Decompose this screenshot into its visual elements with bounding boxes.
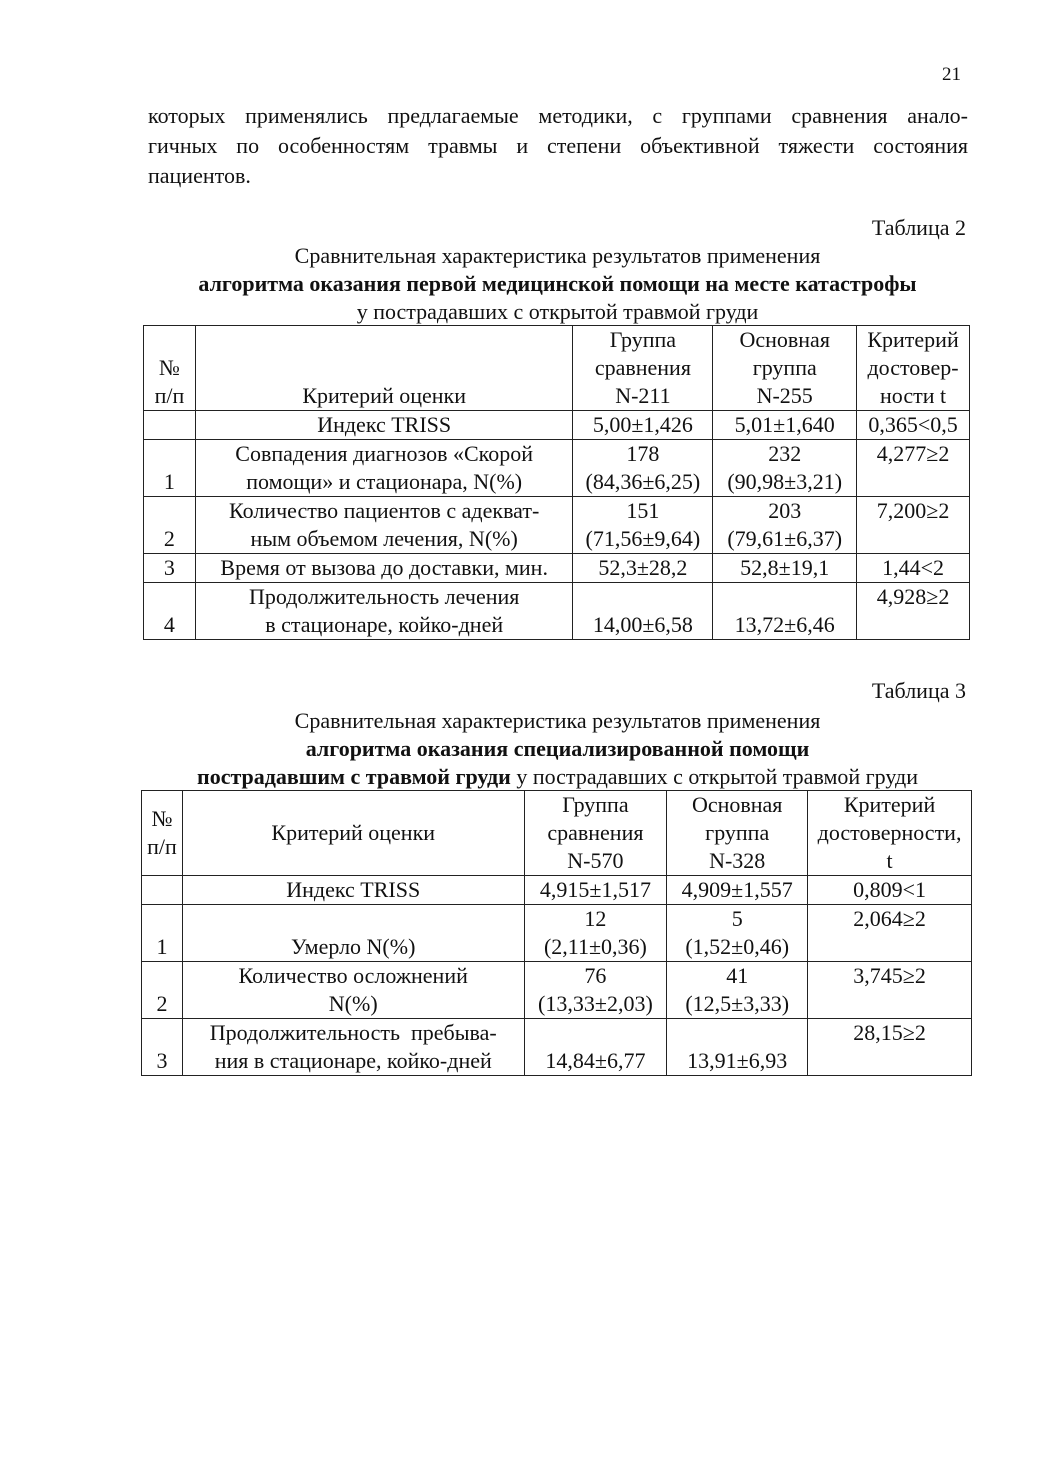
- cell-num: [142, 876, 183, 905]
- cell-test: 0,809<1: [808, 876, 972, 905]
- text-line: гичных по особенностям травмы и степени объективной тяжести состояния: [148, 133, 968, 158]
- text-line: пациентов.: [148, 163, 251, 188]
- cell-group2: 41 (12,5±3,33): [667, 962, 808, 1019]
- table-row: [142, 905, 972, 962]
- header-num: № п/п: [144, 326, 196, 411]
- cell-criterion: Индекс TRISS: [182, 876, 524, 905]
- page-number: 21: [942, 64, 961, 85]
- caption-line: Сравнительная характеристика результатов применения: [294, 708, 821, 733]
- table2: [143, 325, 970, 640]
- header-test: Критерий достовер- ности t: [857, 326, 970, 411]
- table2-label: Таблица 2: [871, 215, 966, 240]
- cell-group1: 4,915±1,517: [524, 876, 667, 905]
- table3: [141, 790, 972, 1076]
- caption-line: у пострадавших с открытой травмой груди: [356, 299, 759, 324]
- cell-group1: 151 (71,56±9,64): [573, 497, 713, 554]
- cell-group2: 13,91±6,93: [667, 1019, 808, 1076]
- cell-test: 7,200≥2: [857, 497, 970, 554]
- cell-group2: 52,8±19,1: [713, 554, 857, 583]
- cell-num: 4: [144, 583, 196, 640]
- table-row: [144, 554, 970, 583]
- caption-line-mixed: пострадавшим с травмой груди у пострадавших с открытой травмой груди: [197, 764, 918, 789]
- cell-test: 4,928≥2: [857, 583, 970, 640]
- cell-criterion: Продолжительность пребыва- ния в стационаре, койко-дней: [182, 1019, 524, 1076]
- table-row-triss: [144, 411, 970, 440]
- header-group-main: Основная группа N-328: [667, 791, 808, 876]
- table-row: [144, 440, 970, 497]
- header-group-main: Основная группа N-255: [713, 326, 857, 411]
- table-header-row: [144, 326, 970, 411]
- header-group-comparison: Группа сравнения N-211: [573, 326, 713, 411]
- cell-group2: 5 (1,52±0,46): [667, 905, 808, 962]
- cell-num: 3: [142, 1019, 183, 1076]
- cell-group2: 203 (79,61±6,37): [713, 497, 857, 554]
- cell-group1: 52,3±28,2: [573, 554, 713, 583]
- cell-test: 28,15≥2: [808, 1019, 972, 1076]
- caption-line: Сравнительная характеристика результатов применения: [294, 243, 821, 268]
- intro-paragraph: [148, 101, 968, 191]
- cell-test: 0,365<0,5: [857, 411, 970, 440]
- cell-group1: 76 (13,33±2,03): [524, 962, 667, 1019]
- table-row: [144, 497, 970, 554]
- cell-group2: 13,72±6,46: [713, 583, 857, 640]
- caption-line-bold: алгоритма оказания первой медицинской помощи на месте катастрофы: [198, 271, 917, 296]
- cell-num: [144, 411, 196, 440]
- table3-caption: [140, 707, 975, 791]
- header-group-comparison: Группа сравнения N-570: [524, 791, 667, 876]
- header-criterion: Критерий оценки: [195, 326, 573, 411]
- header-criterion: Критерий оценки: [182, 791, 524, 876]
- table2-caption: [140, 242, 975, 326]
- cell-test: 1,44<2: [857, 554, 970, 583]
- cell-num: 2: [144, 497, 196, 554]
- table3-label: Таблица 3: [871, 678, 966, 703]
- table-row: [142, 1019, 972, 1076]
- cell-criterion: Умерло N(%): [182, 905, 524, 962]
- cell-criterion: Количество пациентов с адекват- ным объемом лечения, N(%): [195, 497, 573, 554]
- cell-group1: 14,84±6,77: [524, 1019, 667, 1076]
- header-num: № п/п: [142, 791, 183, 876]
- table-header-row: [142, 791, 972, 876]
- cell-criterion: Время от вызова до доставки, мин.: [195, 554, 573, 583]
- cell-group2: 4,909±1,557: [667, 876, 808, 905]
- cell-group1: 12 (2,11±0,36): [524, 905, 667, 962]
- cell-group2: 232 (90,98±3,21): [713, 440, 857, 497]
- cell-criterion: Количество осложнений N(%): [182, 962, 524, 1019]
- cell-num: 2: [142, 962, 183, 1019]
- table-row: [144, 583, 970, 640]
- cell-group1: 14,00±6,58: [573, 583, 713, 640]
- cell-group1: 178 (84,36±6,25): [573, 440, 713, 497]
- cell-num: 3: [144, 554, 196, 583]
- cell-group2: 5,01±1,640: [713, 411, 857, 440]
- cell-num: 1: [144, 440, 196, 497]
- cell-test: 4,277≥2: [857, 440, 970, 497]
- cell-group1: 5,00±1,426: [573, 411, 713, 440]
- caption-line-bold: алгоритма оказания специализированной помощи: [305, 736, 810, 761]
- cell-num: 1: [142, 905, 183, 962]
- cell-test: 2,064≥2: [808, 905, 972, 962]
- cell-criterion: Индекс TRISS: [195, 411, 573, 440]
- text-line: которых применялись предлагаемые методики, с группами сравнения анало-: [148, 103, 968, 128]
- cell-criterion: Продолжительность лечения в стационаре, койко-дней: [195, 583, 573, 640]
- table-row: [142, 962, 972, 1019]
- table-row-triss: [142, 876, 972, 905]
- header-test: Критерий достоверности, t: [808, 791, 972, 876]
- cell-test: 3,745≥2: [808, 962, 972, 1019]
- cell-criterion: Совпадения диагнозов «Скорой помощи» и стационара, N(%): [195, 440, 573, 497]
